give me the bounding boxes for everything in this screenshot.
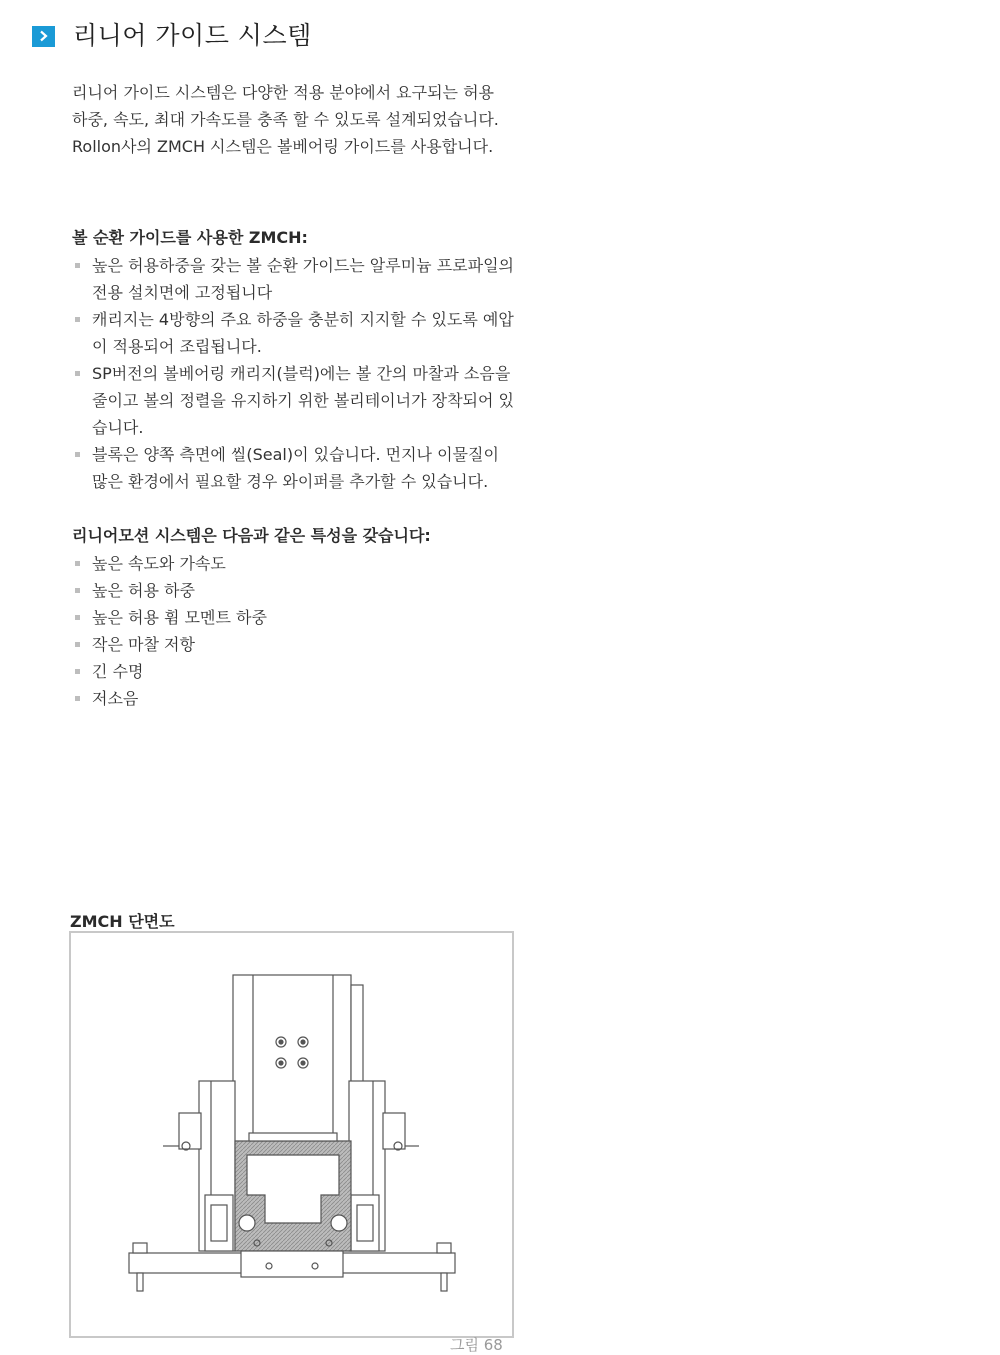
list-item-line: 블록은 양쪽 측면에 씰(Seal)이 있습니다. 먼지나 이물질이 <box>92 445 499 464</box>
list-item-line: 많은 환경에서 필요할 경우 와이퍼를 추가할 수 있습니다. <box>92 472 489 491</box>
intro-line: 리니어 가이드 시스템은 다양한 적용 분야에서 요구되는 허용 <box>72 83 495 102</box>
list-item <box>72 685 522 712</box>
bullet-square-icon <box>75 669 80 674</box>
bullet-square-icon <box>75 371 80 376</box>
list-item <box>72 441 522 495</box>
bullet-square-icon <box>75 561 80 566</box>
zmch-cross-section-drawing <box>71 933 512 1336</box>
list-item-label: 저소음 <box>92 689 139 708</box>
list-item-line: 이 적용되어 조립됩니다. <box>92 337 262 356</box>
chevron-right-icon <box>32 26 55 47</box>
list-item-line: 습니다. <box>92 418 144 437</box>
bullet-square-icon <box>75 263 80 268</box>
intro-line: 하중, 속도, 최대 가속도를 충족 할 수 있도록 설계되었습니다. <box>72 110 499 129</box>
section-heading-ball-guide: 볼 순환 가이드를 사용한 ZMCH: <box>72 228 308 247</box>
intro-paragraph <box>72 79 520 160</box>
list-item <box>72 550 522 577</box>
list-item-line: 줄이고 볼의 정렬을 유지하기 위한 볼리테이너가 장착되어 있 <box>92 391 515 410</box>
bullet-square-icon <box>75 588 80 593</box>
list-item-label: 높은 속도와 가속도 <box>92 554 226 573</box>
list-item-label: 높은 허용 휨 모멘트 하중 <box>92 608 267 627</box>
figure-title: ZMCH 단면도 <box>70 912 175 931</box>
list-item <box>72 604 522 631</box>
ball-guide-feature-list <box>72 252 522 495</box>
list-item-line: SP버전의 볼베어링 캐리지(블럭)에는 볼 간의 마찰과 소음을 <box>92 364 511 383</box>
intro-line: Rollon사의 ZMCH 시스템은 볼베어링 가이드를 사용합니다. <box>72 137 494 156</box>
list-item <box>72 577 522 604</box>
list-item-label: 작은 마찰 저항 <box>92 635 195 654</box>
list-item-line: 높은 허용하중을 갖는 볼 순환 가이드는 알루미늄 프로파일의 <box>92 256 515 275</box>
cross-section-figure <box>69 931 514 1338</box>
characteristics-list <box>72 550 522 712</box>
bullet-square-icon <box>75 696 80 701</box>
list-item-label: 높은 허용 하중 <box>92 581 195 600</box>
bullet-square-icon <box>75 317 80 322</box>
list-item-line: 캐리지는 4방향의 주요 하중을 충분히 지지할 수 있도록 예압 <box>92 310 514 329</box>
bullet-square-icon <box>75 615 80 620</box>
list-item <box>72 658 522 685</box>
section-heading-characteristics: 리니어모션 시스템은 다음과 같은 특성을 갖습니다: <box>72 526 431 545</box>
list-item <box>72 306 522 360</box>
list-item <box>72 360 522 441</box>
page-title: 리니어 가이드 시스템 <box>73 21 312 50</box>
figure-caption: 그림 68 <box>450 1336 503 1354</box>
bullet-square-icon <box>75 642 80 647</box>
list-item-label: 긴 수명 <box>92 662 144 681</box>
list-item <box>72 252 522 306</box>
bullet-square-icon <box>75 452 80 457</box>
page-header <box>32 16 312 52</box>
list-item <box>72 631 522 658</box>
list-item-line: 전용 설치면에 고정됩니다 <box>92 283 273 302</box>
